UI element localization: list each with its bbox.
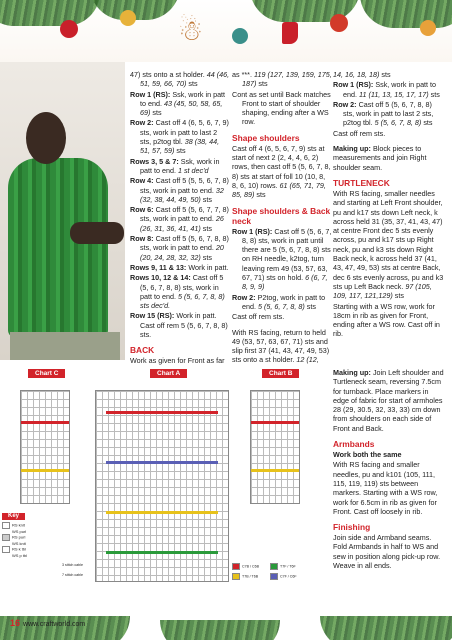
key-item: WS p tbl bbox=[12, 553, 28, 558]
pattern-row: Rows 9, 11 & 13: Work in patt. bbox=[130, 262, 229, 272]
chart-c-cable-band bbox=[21, 469, 69, 472]
back-continue bbox=[232, 70, 332, 127]
pattern-row: 14, 16, 18, 18) sts bbox=[333, 70, 391, 79]
model-head bbox=[26, 112, 66, 164]
front-shaping-rows bbox=[130, 70, 230, 339]
knit-swatch bbox=[2, 522, 10, 529]
chart-a-cable-band bbox=[106, 461, 218, 464]
pattern-row: as ***. 119 (127, 139, 159, 175, 187) sts bbox=[232, 70, 332, 89]
return-held-text: With RS facing, return to held 49 (53, 57, 63, 67, 71) sts and slip first 37 (41, 43, 47, 49, 53) sts onto a st holder. 12 (12, bbox=[232, 327, 330, 365]
pine-branch-icon bbox=[360, 0, 452, 28]
finishing-heading: Finishing bbox=[333, 522, 371, 533]
turtleneck-text: With RS facing, smaller needles and starting at Left Front shoulder, pu and k17 sts down Left neck, k across held 31 (35, 37, 41, 43, 47) at centre Front dec 5 sts evenly across, pu and k17 sts up Right neck, pu and k3 sts down Right Back neck, k across held 37 (41, 43, 47, 49, 53) sts at centre Back, dec 6 sts evenly across, pu and k3 sts up Left Back neck. 97 (105, 109, 117, 121,129) sts bbox=[333, 188, 444, 301]
chart-a-grid bbox=[95, 390, 229, 582]
chart-c-cable-band bbox=[21, 421, 69, 424]
armbands-subheading: Work both the same bbox=[333, 450, 402, 460]
model-skirt bbox=[10, 332, 120, 360]
chart-b-cable-band bbox=[251, 469, 299, 472]
site-url: www.craftworld.com bbox=[23, 621, 86, 628]
legend-2: T7F / T6F bbox=[270, 563, 296, 570]
chart-c-title: Chart C bbox=[28, 369, 65, 378]
cast-off-text: Cast off rem sts. bbox=[232, 312, 285, 322]
pattern-row: Cont as set until Back matches Front to start of shoulder shaping, ending after a WS row. bbox=[232, 89, 331, 127]
chart-b-cable-band bbox=[251, 421, 299, 424]
cable-7-label: 7 stitch cable bbox=[62, 573, 83, 577]
charts-area bbox=[0, 368, 325, 583]
armbands-text: With RS facing and smaller needles, pu and k101 (105, 111, 115, 119, 119) sts between markers. Starting with a WS row, work for 6.5cm in rib as given for Front. Cast off loosely in rib. bbox=[333, 460, 438, 516]
column-2 bbox=[232, 70, 332, 366]
armbands-heading: Armbands bbox=[333, 439, 375, 450]
back-neck-row-2: Row 2: P2tog, work in patt to end. 5 (5, 6, 7, 8, 8) sts bbox=[232, 292, 326, 311]
page-number: 16 bbox=[10, 618, 21, 628]
making-up-2: Making up: Join Left shoulder and Turtleneck seam, reversing 7.5cm for turnback. Place markers in edge of fabric for start of armholes 28 (29, 30.5, 32, 33, 33) cm down from shoulders on each side of Front and Back. bbox=[333, 368, 444, 433]
pine-branch-icon bbox=[160, 620, 280, 640]
back-neck-right bbox=[333, 70, 445, 138]
pattern-row: Row 1 (RS): Ssk, work in patt to end. 11 (11, 13, 15, 17, 17) sts bbox=[333, 80, 440, 99]
column-1 bbox=[130, 70, 230, 367]
model-photo bbox=[0, 62, 125, 360]
chart-a-cable-band bbox=[106, 551, 218, 554]
chart-a-cable-band bbox=[106, 511, 218, 514]
pattern-row: 47) sts onto a st holder. 44 (46, 51, 59, 66, 70) sts bbox=[130, 70, 230, 89]
pattern-row: Cast off rem sts. bbox=[333, 128, 386, 138]
pattern-row: Row 2: Cast off 4 (6, 5, 6, 7, 9) sts, work in patt to last 2 sts, p2tog tbl. 38 (38, 44, 51, 57, 59) sts bbox=[130, 118, 229, 156]
key-item: RS knit bbox=[12, 522, 25, 528]
gingerbread-icon: ☃ bbox=[178, 15, 204, 46]
key-item: RS k tbl bbox=[12, 546, 27, 552]
stocking-icon bbox=[282, 22, 298, 44]
pattern-row: Rows 10, 12 & 14: Cast off 5 (5, 6, 7, 8, 8) sts, work in patt to end. 5 (5, 6, 7, 8, 8) sts dec'd. bbox=[130, 273, 225, 311]
page-footer bbox=[10, 618, 85, 628]
pattern-row: Row 2: Cast off 5 (5, 6, 7, 8, 8) sts, work in patt to last 2 sts, p2tog tbl. 5 (5, 6, 7, 8, 8) sts bbox=[333, 99, 434, 128]
model-arm bbox=[70, 222, 124, 244]
legend-4: C7F / C6F bbox=[270, 573, 297, 580]
cabled-vest bbox=[8, 158, 108, 338]
ornament-icon bbox=[330, 14, 348, 32]
back-neck-row-1: Row 1 (RS): Cast off 5 (5, 6, 7, 8, 8) sts, work in patt until there are 5 (5, 6, 7, 8, 8) sts on RH needle, k2tog, turn leaving rem 49 (53, 57, 63, 67, 71) sts on hold. 6 (6, 7, 8, 9, 9) bbox=[232, 226, 332, 292]
tbl-swatch bbox=[2, 546, 10, 553]
chart-a-title: Chart A bbox=[150, 369, 187, 378]
finishing-text: Join side and Armband seams. Fold Armbands in half to WS and sew in position along pick-up row. Weave in all ends. bbox=[333, 533, 441, 571]
turtleneck-heading: TURTLENECK bbox=[333, 177, 390, 188]
ornament-icon bbox=[420, 20, 436, 36]
chart-a-cable-band bbox=[106, 411, 218, 414]
chart-b-grid bbox=[250, 390, 300, 504]
back-heading: BACK bbox=[130, 345, 155, 356]
pattern-row: Row 15 (RS): Work in patt. Cast off rem 5 (5, 6, 7, 8, 8) sts. bbox=[130, 311, 228, 340]
chart-b-title: Chart B bbox=[262, 369, 299, 378]
pattern-row: Row 8: Cast off 5 (5, 6, 7, 8, 8) sts, work in patt to end. 20 (20, 24, 28, 32, 32) sts bbox=[130, 234, 229, 262]
purl-swatch bbox=[2, 534, 10, 541]
column-3 bbox=[333, 70, 445, 340]
pattern-row: Row 1 (RS): Ssk, work in patt to end. 43 (45, 50, 58, 65, 69) sts bbox=[130, 89, 226, 118]
legend-1: C7B / C6B bbox=[232, 563, 259, 570]
making-up-1: Making up: Block pieces to measurements and join Right shoulder seam. bbox=[333, 144, 427, 172]
shape-shoulders-heading: Shape shoulders bbox=[232, 132, 300, 143]
legend-3: T7B / T6B bbox=[232, 573, 258, 580]
turtleneck-text-2: Starting with a WS row, work for 18cm in rib as given for Front, ending after a WS row. Cast off in rib. bbox=[333, 301, 440, 339]
ornament-icon bbox=[232, 28, 248, 44]
pattern-row: Rows 3, 5 & 7: Ssk, work in patt to end. 1 st dec'd bbox=[130, 156, 220, 175]
key-item: RS purl bbox=[12, 534, 26, 540]
back-neck-heading: Shape shoulders & Back neck bbox=[232, 205, 331, 226]
key-item: WS purl bbox=[12, 529, 27, 534]
pine-branch-icon bbox=[0, 0, 100, 26]
back-intro: Work as given for Front as far bbox=[130, 356, 225, 366]
pattern-row: Row 4: Cast off 5 (5, 5, 6, 7, 8) sts, work in patt to end. 32 (32, 38, 44, 49, 50) sts bbox=[130, 176, 229, 204]
pattern-row: Row 6: Cast off 5 (5, 6, 7, 7, 8) sts, work in patt to end. 26 (26, 31, 36, 41, 41) sts bbox=[130, 205, 229, 233]
key-item: WS knit bbox=[12, 541, 26, 546]
shape-shoulders-text: Cast off 4 (6, 5, 6, 7, 9) sts at start of next 2 (2, 4, 4, 6, 2) rows, then cast off 5 (5, 6, 7, 8, 8) sts at start of foll 10 (10, 8, 8, 6, 10) rows. 61 (65, 71, 79, 85, 89) sts bbox=[232, 143, 331, 200]
key-title: Key bbox=[2, 513, 25, 520]
chart-c-grid bbox=[20, 390, 70, 504]
column-3-lower bbox=[333, 368, 445, 571]
festive-banner bbox=[0, 0, 452, 62]
cable-3-label: 3 stitch cable bbox=[62, 563, 83, 567]
ornament-icon bbox=[120, 10, 136, 26]
ornament-icon bbox=[60, 20, 78, 38]
pine-branch-icon bbox=[320, 616, 452, 640]
chart-key bbox=[2, 513, 62, 583]
